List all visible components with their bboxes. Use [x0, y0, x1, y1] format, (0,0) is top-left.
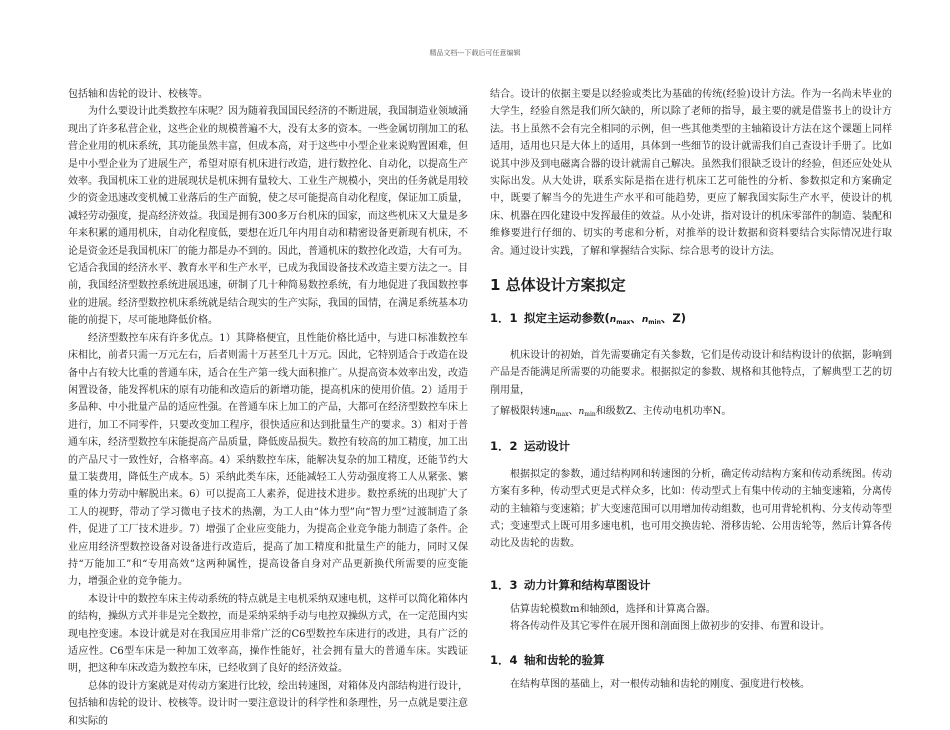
left-column — [68, 86, 468, 730]
section-title-part: 拟定主运动参数( — [524, 311, 610, 326]
n-max-symbol: $n_{max}$ — [609, 315, 631, 327]
n-min-symbol: $n_{min}$ — [578, 407, 596, 419]
paragraph: 了解极限转速$n_{max}$、$n_{min}$和级数Z、主传动电机功率N。 — [490, 406, 732, 419]
page-header: 精品文档---下载后可任意编辑 — [429, 49, 521, 57]
section-title: 运动设计 — [524, 438, 571, 453]
paragraph: 总体的设计方案就是对传动方案进行比较，绘出转速图，对箱体及内部结构进行设计，包括轴和齿轮的设计、校核等。设计时一要注意设计的科学性和条理性，另一点就是要注意和实际的 — [68, 680, 468, 727]
section-heading-1-2 — [490, 436, 892, 456]
n-min-symbol: $n_{min}$ — [641, 315, 661, 327]
section-title: 动力计算和结构草图设计 — [524, 577, 651, 592]
section-number: 1．3 — [490, 577, 518, 592]
section-heading-1-4 — [490, 650, 892, 670]
section-number: 1．2 — [490, 438, 518, 453]
chapter-heading: 1 总体设计方案拟定 — [490, 276, 626, 295]
separator: 、 — [630, 311, 642, 326]
section-title: 轴和齿轮的验算 — [524, 652, 605, 667]
paragraph: 结合。设计的依据主要是以经验或类比为基础的传统(经验)设计方法。作为一名尚未毕业的大学生，经验自然是我们所欠缺的，所以除了老师的指导，最主要的就是借鉴书上的设计方法。书上虽然不会有完全相同的示例，但一些其他类型的主轴箱设计方法在这个课题上同样适用，适用也只是大体上的适用，具体到一些细节的设计就需我们自己查设计手册了。比如说其中涉及到电磁离合器的设计就需自己解决。虽然我们很缺乏设计的经验，但还应处处从实际出发。从大处讲，联系实际是指在进行机床工艺可能性的分析、参数拟定和方案确定中，既要了解当今的先进生产水平和可能趋势，更应了解我国实际生产水平，使设计的机床、机器在四化建设中发挥最佳的效益。从小处讲，指对设计的机床零部件的制造、装配和维修要进行仔细的、切实的考虑和分析，对推举的设计数据和资料要结合实际情况进行取舍。通过设计实践，了解和掌握结合实际、综合思考的设计方法。 — [490, 89, 892, 257]
paragraph: 机床设计的初始，首先需要确定有关参数，它们是传动设计和结构设计的依据，影响到产品是否能满足所需要的功能要求。根据拟定的参数、规格和其他特点，了解典型工艺的切削用量， — [490, 350, 892, 396]
paragraph: 在结构草图的基础上，对一根传动轴和齿轮的刚度、强度进行校核。 — [510, 678, 810, 690]
paragraph: 为什么要设计此类数控车床呢？因为随着我国国民经济的不断进展，我国制造业领域涌现出了许多私营企业，这些企业的规模普遍不大，没有太多的资本。一些金属切削加工的私营企业用的机床系统，其功能虽然丰富，但成本高，对于这些中小型企业来说购置困难，但是中小型企业为了进展生产，希望对原有机床进行改造，进行数控化、自动化，以提高生产效率。我国机床工业的进展现状是机床拥有量较大、工业生产规模小，突出的任务就是用较少的资金迅速改变机械工业落后的生产面貌，使之尽可能提高自动化程度，保证加工质量，减轻劳动强度，提高经济效益。我国是拥有300多万台机床的国家，而这些机床又大量是多年来积累的通用机床，自动化程度低，要想在近几年内用自动和精密设备更新现有机床，不论是资金还是我国机床厂的能力都是办不到的。因此，普通机床的数控化改造，大有可为。它适合我国的经济水平、教育水平和生产水平，已成为我国设备技术改造主要方法之一。目前，我国经济型数控系统进展迅速，研制了几十种简易数控系统，有力地促进了我国数控事业的进展。经济型数控机床系统就是结合现实的生产实际，我国的国情，在满足系统基本功能的前提下，尽可能地降低价格。 — [68, 106, 468, 327]
section-title-part: 、Z) — [660, 311, 686, 326]
paragraph: 根据拟定的参数，通过结构网和转速图的分析，确定传动结构方案和传动系统图。传动方案有多种，传动型式更是式样众多，比如：传动型式上有集中传动的主轴变速箱，分离传动的主轴箱与变速箱；扩大变速范围可以用增加传动组数，也可用背轮机构、分支传动等型式；变速型式上既可用多速电机，也可用交换齿轮、滑移齿轮、公用齿轮等，然后计算各传动比及齿轮的齿数。 — [490, 468, 892, 550]
paragraph: 估算齿轮模数m和轴颈d，选择和计算离合器。 — [510, 603, 716, 615]
paragraph: 将各传动件及其它零件在展开图和剖面图上做初步的安排、布置和设计。 — [510, 621, 830, 633]
paragraph: 本设计中的数控车床主传动系统的特点就是主电机采纳双速电机，这样可以简化箱体内的结构，操纵方式并非是完全数控，而是采纳采纳手动与电控双操纵方式，在一定范围内实现电控变速。本设计就是对在我国应用非常广泛的C6型数控车床进行的改进，具有广泛的适应性。C6型车床是一种加工效率高，操作性能好，社会拥有量大的普通车床。实践证明，把这种车床改造为数控车床，已经收到了良好的经济效益。 — [68, 593, 468, 675]
n-max-symbol: $n_{max}$ — [550, 407, 569, 419]
section-number: 1．4 — [490, 652, 518, 667]
paragraph: 包括轴和齿轮的设计、校核等。 — [68, 89, 208, 100]
section-heading-1-1 — [490, 308, 892, 333]
section-number: 1．1 — [490, 311, 518, 326]
right-column — [490, 86, 892, 693]
paragraph: 经济型数控车床有许多优点。1）其降格便宜，且性能价格比适中，与进口标准数控车床相比，前者只需一万元左右，后者则需十万甚至几十万元。因此，它特别适合于改造在设备中占有较大比重的普通车床，适合在生产第一线大面积推广。从提高资本效率出发，改造闲置设备，能发挥机床的原有功能和改造后的新增功能，提高机床的使用价值。2）适用于多品种、中小批量产品的适应性强。在普通车床上加工的产品，大都可在经济型数控车床上进行，加工不同零件，只要改变加工程序，很快适应和达到批量生产的要求。3）相对于普通车床，经济型数控车床能提高产品质量，降低废品损失。数控有较高的加工精度，加工出的产品尺寸一致性好，合格率高。4）采纳数控车床，能解决复杂的加工精度，还能节约大量工装费用，降低生产成本。5）采纳此类车床，还能减轻工人劳动强度将工人从紧张、繁重的体力劳动中解脱出来。6）可以提高工人素养，促进技术进步。数控系统的出现扩大了工人的视野，带动了学习微电子技术的热潮，为工人由“体力型”向“智力型”过渡制造了条件，促进了工厂技术进步。7）增强了企业应变能力，为提高企业竞争能力制造了条件。企业应用经济型数控设备对设备进行改造后，提高了加工精度和批量生产的能力，同时又保持“万能加工”和“专用高效”这两种属性，提高设备自身对产品更新换代所需要的应变能力，增强企业的竞争能力。 — [68, 332, 468, 588]
section-heading-1-3 — [490, 575, 892, 595]
